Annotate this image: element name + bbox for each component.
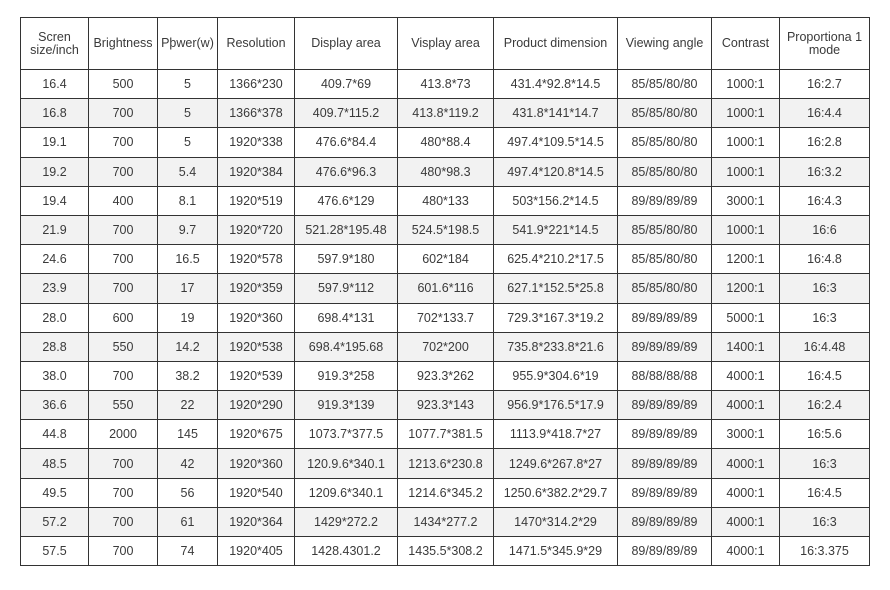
viewing-angle-cell: 89/89/89/89 xyxy=(618,332,712,361)
proportional-mode-cell: 16:4.3 xyxy=(780,186,870,215)
contrast-cell: 4000:1 xyxy=(712,507,780,536)
product-dimension-header: Product dimension xyxy=(494,18,618,70)
resolution-cell: 1920*405 xyxy=(218,537,295,566)
display-area-cell: 919.3*258 xyxy=(295,361,398,390)
brightness-cell: 700 xyxy=(89,99,158,128)
screen-size-cell: 24.6 xyxy=(21,245,89,274)
brightness-cell: 700 xyxy=(89,361,158,390)
power-cell: 5.4 xyxy=(158,157,218,186)
screen-size-cell: 19.1 xyxy=(21,128,89,157)
display-area-cell: 1209.6*340.1 xyxy=(295,478,398,507)
resolution-cell: 1920*539 xyxy=(218,361,295,390)
brightness-cell: 700 xyxy=(89,449,158,478)
display-area-cell: 120.9.6*340.1 xyxy=(295,449,398,478)
resolution-cell: 1920*359 xyxy=(218,274,295,303)
proportional-mode-cell: 16:3 xyxy=(780,507,870,536)
brightness-cell: 700 xyxy=(89,478,158,507)
screen-size-cell: 19.2 xyxy=(21,157,89,186)
table-row xyxy=(21,478,870,507)
brightness-cell: 700 xyxy=(89,537,158,566)
visible-area-cell: 480*133 xyxy=(398,186,494,215)
visible-area-cell: 1213.6*230.8 xyxy=(398,449,494,478)
contrast-cell: 5000:1 xyxy=(712,303,780,332)
display-area-cell: 476.6*96.3 xyxy=(295,157,398,186)
power-cell: 17 xyxy=(158,274,218,303)
resolution-cell: 1920*538 xyxy=(218,332,295,361)
power-cell: 38.2 xyxy=(158,361,218,390)
viewing-angle-cell: 89/89/89/89 xyxy=(618,391,712,420)
contrast-cell: 1200:1 xyxy=(712,274,780,303)
table-row xyxy=(21,332,870,361)
product-dimension-cell: 1471.5*345.9*29 xyxy=(494,537,618,566)
visible-area-cell: 524.5*198.5 xyxy=(398,215,494,244)
brightness-cell: 700 xyxy=(89,245,158,274)
table-body xyxy=(21,70,870,566)
screen-size-cell: 28.8 xyxy=(21,332,89,361)
screen-size-cell: 21.9 xyxy=(21,215,89,244)
spec-table xyxy=(20,17,870,566)
visible-area-cell: 1434*277.2 xyxy=(398,507,494,536)
power-cell: 56 xyxy=(158,478,218,507)
product-dimension-cell: 497.4*109.5*14.5 xyxy=(494,128,618,157)
proportional-mode-cell: 16:4.5 xyxy=(780,361,870,390)
screen-size-cell: 38.0 xyxy=(21,361,89,390)
contrast-cell: 3000:1 xyxy=(712,186,780,215)
resolution-cell: 1920*519 xyxy=(218,186,295,215)
viewing-angle-cell: 89/89/89/89 xyxy=(618,449,712,478)
brightness-cell: 700 xyxy=(89,274,158,303)
brightness-cell: 700 xyxy=(89,157,158,186)
proportional-mode-cell: 16:2.8 xyxy=(780,128,870,157)
power-cell: 9.7 xyxy=(158,215,218,244)
table-row xyxy=(21,215,870,244)
display-area-cell: 521.28*195.48 xyxy=(295,215,398,244)
proportional-mode-cell: 16:6 xyxy=(780,215,870,244)
proportional-mode-cell: 16:4.5 xyxy=(780,478,870,507)
brightness-cell: 500 xyxy=(89,70,158,99)
resolution-cell: 1366*378 xyxy=(218,99,295,128)
table-row xyxy=(21,449,870,478)
screen-size-cell: 23.9 xyxy=(21,274,89,303)
power-cell: 74 xyxy=(158,537,218,566)
product-dimension-cell: 431.8*141*14.7 xyxy=(494,99,618,128)
visible-area-cell: 480*88.4 xyxy=(398,128,494,157)
visible-area-cell: 702*200 xyxy=(398,332,494,361)
viewing-angle-cell: 85/85/80/80 xyxy=(618,99,712,128)
resolution-cell: 1920*720 xyxy=(218,215,295,244)
contrast-cell: 1400:1 xyxy=(712,332,780,361)
product-dimension-cell: 729.3*167.3*19.2 xyxy=(494,303,618,332)
resolution-cell: 1920*384 xyxy=(218,157,295,186)
brightness-cell: 700 xyxy=(89,128,158,157)
display-area-cell: 597.9*112 xyxy=(295,274,398,303)
display-area-cell: 476.6*129 xyxy=(295,186,398,215)
proportional-mode-cell: 16:4.8 xyxy=(780,245,870,274)
visible-area-header: Visplay area xyxy=(398,18,494,70)
proportional-mode-cell: 16:2.4 xyxy=(780,391,870,420)
power-cell: 42 xyxy=(158,449,218,478)
visible-area-cell: 923.3*262 xyxy=(398,361,494,390)
resolution-cell: 1920*364 xyxy=(218,507,295,536)
brightness-cell: 700 xyxy=(89,215,158,244)
table-row xyxy=(21,70,870,99)
proportional-mode-cell: 16:4.4 xyxy=(780,99,870,128)
viewing-angle-cell: 85/85/80/80 xyxy=(618,245,712,274)
power-cell: 61 xyxy=(158,507,218,536)
display-area-cell: 1428.4301.2 xyxy=(295,537,398,566)
product-dimension-cell: 956.9*176.5*17.9 xyxy=(494,391,618,420)
display-area-cell: 919.3*139 xyxy=(295,391,398,420)
screen-size-cell: 16.4 xyxy=(21,70,89,99)
screen-size-cell: 57.5 xyxy=(21,537,89,566)
visible-area-cell: 702*133.7 xyxy=(398,303,494,332)
visible-area-cell: 1077.7*381.5 xyxy=(398,420,494,449)
screen-size-cell: 44.8 xyxy=(21,420,89,449)
brightness-cell: 400 xyxy=(89,186,158,215)
product-dimension-cell: 625.4*210.2*17.5 xyxy=(494,245,618,274)
table-row xyxy=(21,537,870,566)
product-dimension-cell: 955.9*304.6*19 xyxy=(494,361,618,390)
power-header: Pþwer(w) xyxy=(158,18,218,70)
contrast-cell: 4000:1 xyxy=(712,537,780,566)
brightness-cell: 700 xyxy=(89,507,158,536)
display-area-cell: 476.6*84.4 xyxy=(295,128,398,157)
brightness-cell: 550 xyxy=(89,391,158,420)
contrast-cell: 1000:1 xyxy=(712,215,780,244)
display-area-cell: 1073.7*377.5 xyxy=(295,420,398,449)
contrast-cell: 1000:1 xyxy=(712,70,780,99)
proportional-mode-cell: 16:5.6 xyxy=(780,420,870,449)
contrast-cell: 4000:1 xyxy=(712,361,780,390)
display-area-cell: 698.4*195.68 xyxy=(295,332,398,361)
contrast-cell: 4000:1 xyxy=(712,391,780,420)
power-cell: 19 xyxy=(158,303,218,332)
viewing-angle-cell: 89/89/89/89 xyxy=(618,507,712,536)
product-dimension-cell: 431.4*92.8*14.5 xyxy=(494,70,618,99)
proportional-mode-cell: 16:3.375 xyxy=(780,537,870,566)
display-area-cell: 409.7*115.2 xyxy=(295,99,398,128)
visible-area-cell: 601.6*116 xyxy=(398,274,494,303)
display-area-cell: 597.9*180 xyxy=(295,245,398,274)
viewing-angle-cell: 85/85/80/80 xyxy=(618,215,712,244)
contrast-cell: 1000:1 xyxy=(712,157,780,186)
display-area-header: Display area xyxy=(295,18,398,70)
product-dimension-cell: 627.1*152.5*25.8 xyxy=(494,274,618,303)
visible-area-cell: 602*184 xyxy=(398,245,494,274)
brightness-cell: 2000 xyxy=(89,420,158,449)
display-area-cell: 698.4*131 xyxy=(295,303,398,332)
table-row xyxy=(21,99,870,128)
contrast-cell: 1000:1 xyxy=(712,99,780,128)
product-dimension-cell: 1249.6*267.8*27 xyxy=(494,449,618,478)
proportional-mode-cell: 16:3 xyxy=(780,449,870,478)
product-dimension-cell: 1113.9*418.7*27 xyxy=(494,420,618,449)
table-row xyxy=(21,128,870,157)
table-row xyxy=(21,420,870,449)
screen-size-cell: 28.0 xyxy=(21,303,89,332)
proportional-mode-cell: 16:3 xyxy=(780,274,870,303)
viewing-angle-cell: 89/89/89/89 xyxy=(618,478,712,507)
resolution-cell: 1920*360 xyxy=(218,303,295,332)
power-cell: 5 xyxy=(158,70,218,99)
power-cell: 5 xyxy=(158,128,218,157)
table-row xyxy=(21,361,870,390)
header-row xyxy=(21,18,870,70)
resolution-cell: 1920*578 xyxy=(218,245,295,274)
brightness-header: Brightness xyxy=(89,18,158,70)
screen-size-cell: 49.5 xyxy=(21,478,89,507)
contrast-cell: 4000:1 xyxy=(712,478,780,507)
contrast-cell: 1200:1 xyxy=(712,245,780,274)
product-dimension-cell: 541.9*221*14.5 xyxy=(494,215,618,244)
contrast-cell: 1000:1 xyxy=(712,128,780,157)
proportional-mode-header: Proportiona 1 mode xyxy=(780,18,870,70)
viewing-angle-cell: 85/85/80/80 xyxy=(618,70,712,99)
screen-size-header: Scren size/inch xyxy=(21,18,89,70)
display-area-cell: 409.7*69 xyxy=(295,70,398,99)
contrast-header: Contrast xyxy=(712,18,780,70)
resolution-cell: 1920*675 xyxy=(218,420,295,449)
resolution-cell: 1920*540 xyxy=(218,478,295,507)
power-cell: 22 xyxy=(158,391,218,420)
display-area-cell: 1429*272.2 xyxy=(295,507,398,536)
resolution-header: Resolution xyxy=(218,18,295,70)
screen-size-cell: 36.6 xyxy=(21,391,89,420)
product-dimension-cell: 1470*314.2*29 xyxy=(494,507,618,536)
viewing-angle-cell: 89/89/89/89 xyxy=(618,537,712,566)
resolution-cell: 1366*230 xyxy=(218,70,295,99)
resolution-cell: 1920*338 xyxy=(218,128,295,157)
visible-area-cell: 1214.6*345.2 xyxy=(398,478,494,507)
visible-area-cell: 480*98.3 xyxy=(398,157,494,186)
viewing-angle-cell: 88/88/88/88 xyxy=(618,361,712,390)
proportional-mode-cell: 16:3 xyxy=(780,303,870,332)
product-dimension-cell: 503*156.2*14.5 xyxy=(494,186,618,215)
resolution-cell: 1920*360 xyxy=(218,449,295,478)
visible-area-cell: 413.8*119.2 xyxy=(398,99,494,128)
table-row xyxy=(21,274,870,303)
proportional-mode-cell: 16:3.2 xyxy=(780,157,870,186)
viewing-angle-cell: 89/89/89/89 xyxy=(618,303,712,332)
screen-size-cell: 48.5 xyxy=(21,449,89,478)
viewing-angle-cell: 85/85/80/80 xyxy=(618,157,712,186)
brightness-cell: 600 xyxy=(89,303,158,332)
table-row xyxy=(21,303,870,332)
contrast-cell: 3000:1 xyxy=(712,420,780,449)
brightness-cell: 550 xyxy=(89,332,158,361)
product-dimension-cell: 1250.6*382.2*29.7 xyxy=(494,478,618,507)
screen-size-cell: 19.4 xyxy=(21,186,89,215)
power-cell: 8.1 xyxy=(158,186,218,215)
power-cell: 16.5 xyxy=(158,245,218,274)
screen-size-cell: 57.2 xyxy=(21,507,89,536)
power-cell: 5 xyxy=(158,99,218,128)
visible-area-cell: 923.3*143 xyxy=(398,391,494,420)
viewing-angle-cell: 89/89/89/89 xyxy=(618,186,712,215)
resolution-cell: 1920*290 xyxy=(218,391,295,420)
table-row xyxy=(21,391,870,420)
product-dimension-cell: 735.8*233.8*21.6 xyxy=(494,332,618,361)
viewing-angle-cell: 85/85/80/80 xyxy=(618,128,712,157)
product-dimension-cell: 497.4*120.8*14.5 xyxy=(494,157,618,186)
table-row xyxy=(21,245,870,274)
contrast-cell: 4000:1 xyxy=(712,449,780,478)
table-row xyxy=(21,157,870,186)
viewing-angle-cell: 85/85/80/80 xyxy=(618,274,712,303)
viewing-angle-cell: 89/89/89/89 xyxy=(618,420,712,449)
table-row xyxy=(21,507,870,536)
power-cell: 14.2 xyxy=(158,332,218,361)
table-row xyxy=(21,186,870,215)
viewing-angle-header: Viewing angle xyxy=(618,18,712,70)
screen-size-cell: 16.8 xyxy=(21,99,89,128)
power-cell: 145 xyxy=(158,420,218,449)
visible-area-cell: 413.8*73 xyxy=(398,70,494,99)
proportional-mode-cell: 16:2.7 xyxy=(780,70,870,99)
proportional-mode-cell: 16:4.48 xyxy=(780,332,870,361)
visible-area-cell: 1435.5*308.2 xyxy=(398,537,494,566)
